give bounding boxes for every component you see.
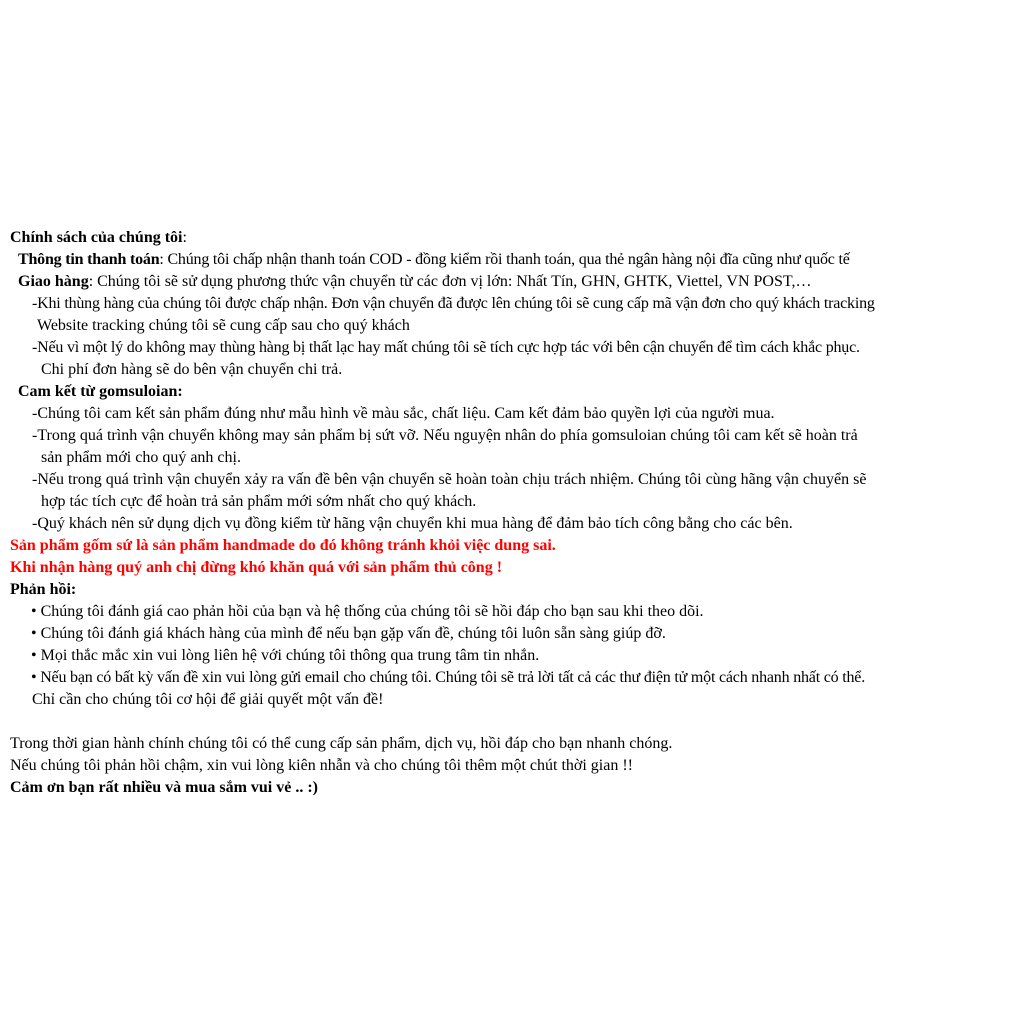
commitment-line-2: -Trong quá trình vận chuyển không may sản phẩm bị sứt vỡ. Nếu nguyện nhân do phía gomsuloian chúng tôi cam kết sẽ hoàn trả <box>32 427 858 444</box>
handmade-notice-2: Khi nhận hàng quý anh chị đừng khó khăn quá với sản phẩm thủ công ! <box>10 559 503 576</box>
shipping-line-2: Website tracking chúng tôi sẽ cung cấp sau cho quý khách <box>37 317 410 334</box>
commitment-line-3: sản phẩm mới cho quý anh chị. <box>41 449 241 466</box>
commitment-heading: Cam kết từ gomsuloian: <box>18 383 183 400</box>
closing-line-2: Nếu chúng tôi phản hồi chậm, xin vui lòng kiên nhẫn và cho chúng tôi thêm một chút thời gian !! <box>10 757 634 774</box>
feedback-heading: Phản hồi: <box>10 581 77 598</box>
feedback-bullet-4: • Nếu bạn có bất kỳ vấn đề xin vui lòng gửi email cho chúng tôi. Chúng tôi sẽ trả lời tất cả các thư điện tử một cách nhanh nhất có thể. <box>31 669 865 686</box>
shipping-text: : Chúng tôi sẽ sử dụng phương thức vận chuyển từ các đơn vị lớn: Nhất Tín, GHN, GHTK, Viettel, VN POST,… <box>88 273 812 290</box>
spacer <box>10 711 1022 733</box>
handmade-notice-1: Sản phẩm gốm sứ là sản phẩm handmade do đó không tránh khỏi việc dung sai. <box>10 537 556 554</box>
payment-info-line <box>10 249 1022 271</box>
commitment-line-1: -Chúng tôi cam kết sản phẩm đúng như mẫu hình về màu sắc, chất liệu. Cam kết đảm bảo quyền lợi của người mua. <box>32 405 775 422</box>
policy-heading: Chính sách của chúng tôi <box>10 229 183 246</box>
shipping-line-4: Chi phí đơn hàng sẽ do bên vận chuyển chi trả. <box>41 361 343 378</box>
shipping-info-line <box>10 271 1022 293</box>
feedback-bullet-2: • Chúng tôi đánh giá khách hàng của mình để nếu bạn gặp vấn đề, chúng tôi luôn sẵn sàng giúp đỡ. <box>31 625 666 642</box>
feedback-bullet-1: • Chúng tôi đánh giá cao phản hồi của bạn và hệ thống của chúng tôi sẽ hồi đáp cho bạn sau khi theo dõi. <box>31 603 704 620</box>
closing-line-1: Trong thời gian hành chính chúng tôi có thể cung cấp sản phẩm, dịch vụ, hồi đáp cho bạn nhanh chóng. <box>10 735 673 752</box>
commitment-line-6: -Quý khách nên sử dụng dịch vụ đồng kiểm từ hãng vận chuyển khi mua hàng để đảm bảo tích công bằng cho các bên. <box>32 515 793 532</box>
commitment-line-4: -Nếu trong quá trình vận chuyển xảy ra vấn đề bên vận chuyển sẽ hoàn toàn chịu trách nhiệm. Chúng tôi cùng hãng vận chuyển sẽ <box>32 471 867 488</box>
policy-heading-suffix: : <box>182 229 187 246</box>
payment-label: Thông tin thanh toán <box>18 251 160 268</box>
shipping-line-3: -Nếu vì một lý do không may thùng hàng bị thất lạc hay mất chúng tôi sẽ tích cực hợp tác với bên cận chuyển để tìm cách khắc phục. <box>32 339 860 356</box>
feedback-bullet-3: • Mọi thắc mắc xin vui lòng liên hệ với chúng tôi thông qua trung tâm tin nhắn. <box>31 647 540 664</box>
policy-heading-line <box>10 227 1022 249</box>
shipping-line-1: -Khi thùng hàng của chúng tôi được chấp nhận. Đơn vận chuyển đã được lên chúng tôi sẽ cung cấp mã vận đơn cho quý khách tracking <box>32 295 875 312</box>
closing-thanks: Cảm ơn bạn rất nhiều và mua sắm vui vẻ .. :) <box>10 779 318 796</box>
payment-text: : Chúng tôi chấp nhận thanh toán COD - đồng kiểm rồi thanh toán, qua thẻ ngân hàng nội đĩa cũng như quốc tế <box>159 251 850 268</box>
policy-document <box>10 227 1022 799</box>
shipping-label: Giao hàng <box>18 273 89 290</box>
feedback-bullet-4-cont: Chỉ cần cho chúng tôi cơ hội để giải quyết một vấn đề! <box>32 691 384 708</box>
commitment-line-5: hợp tác tích cực để hoàn trả sản phẩm mới sớm nhất cho quý khách. <box>41 493 477 510</box>
